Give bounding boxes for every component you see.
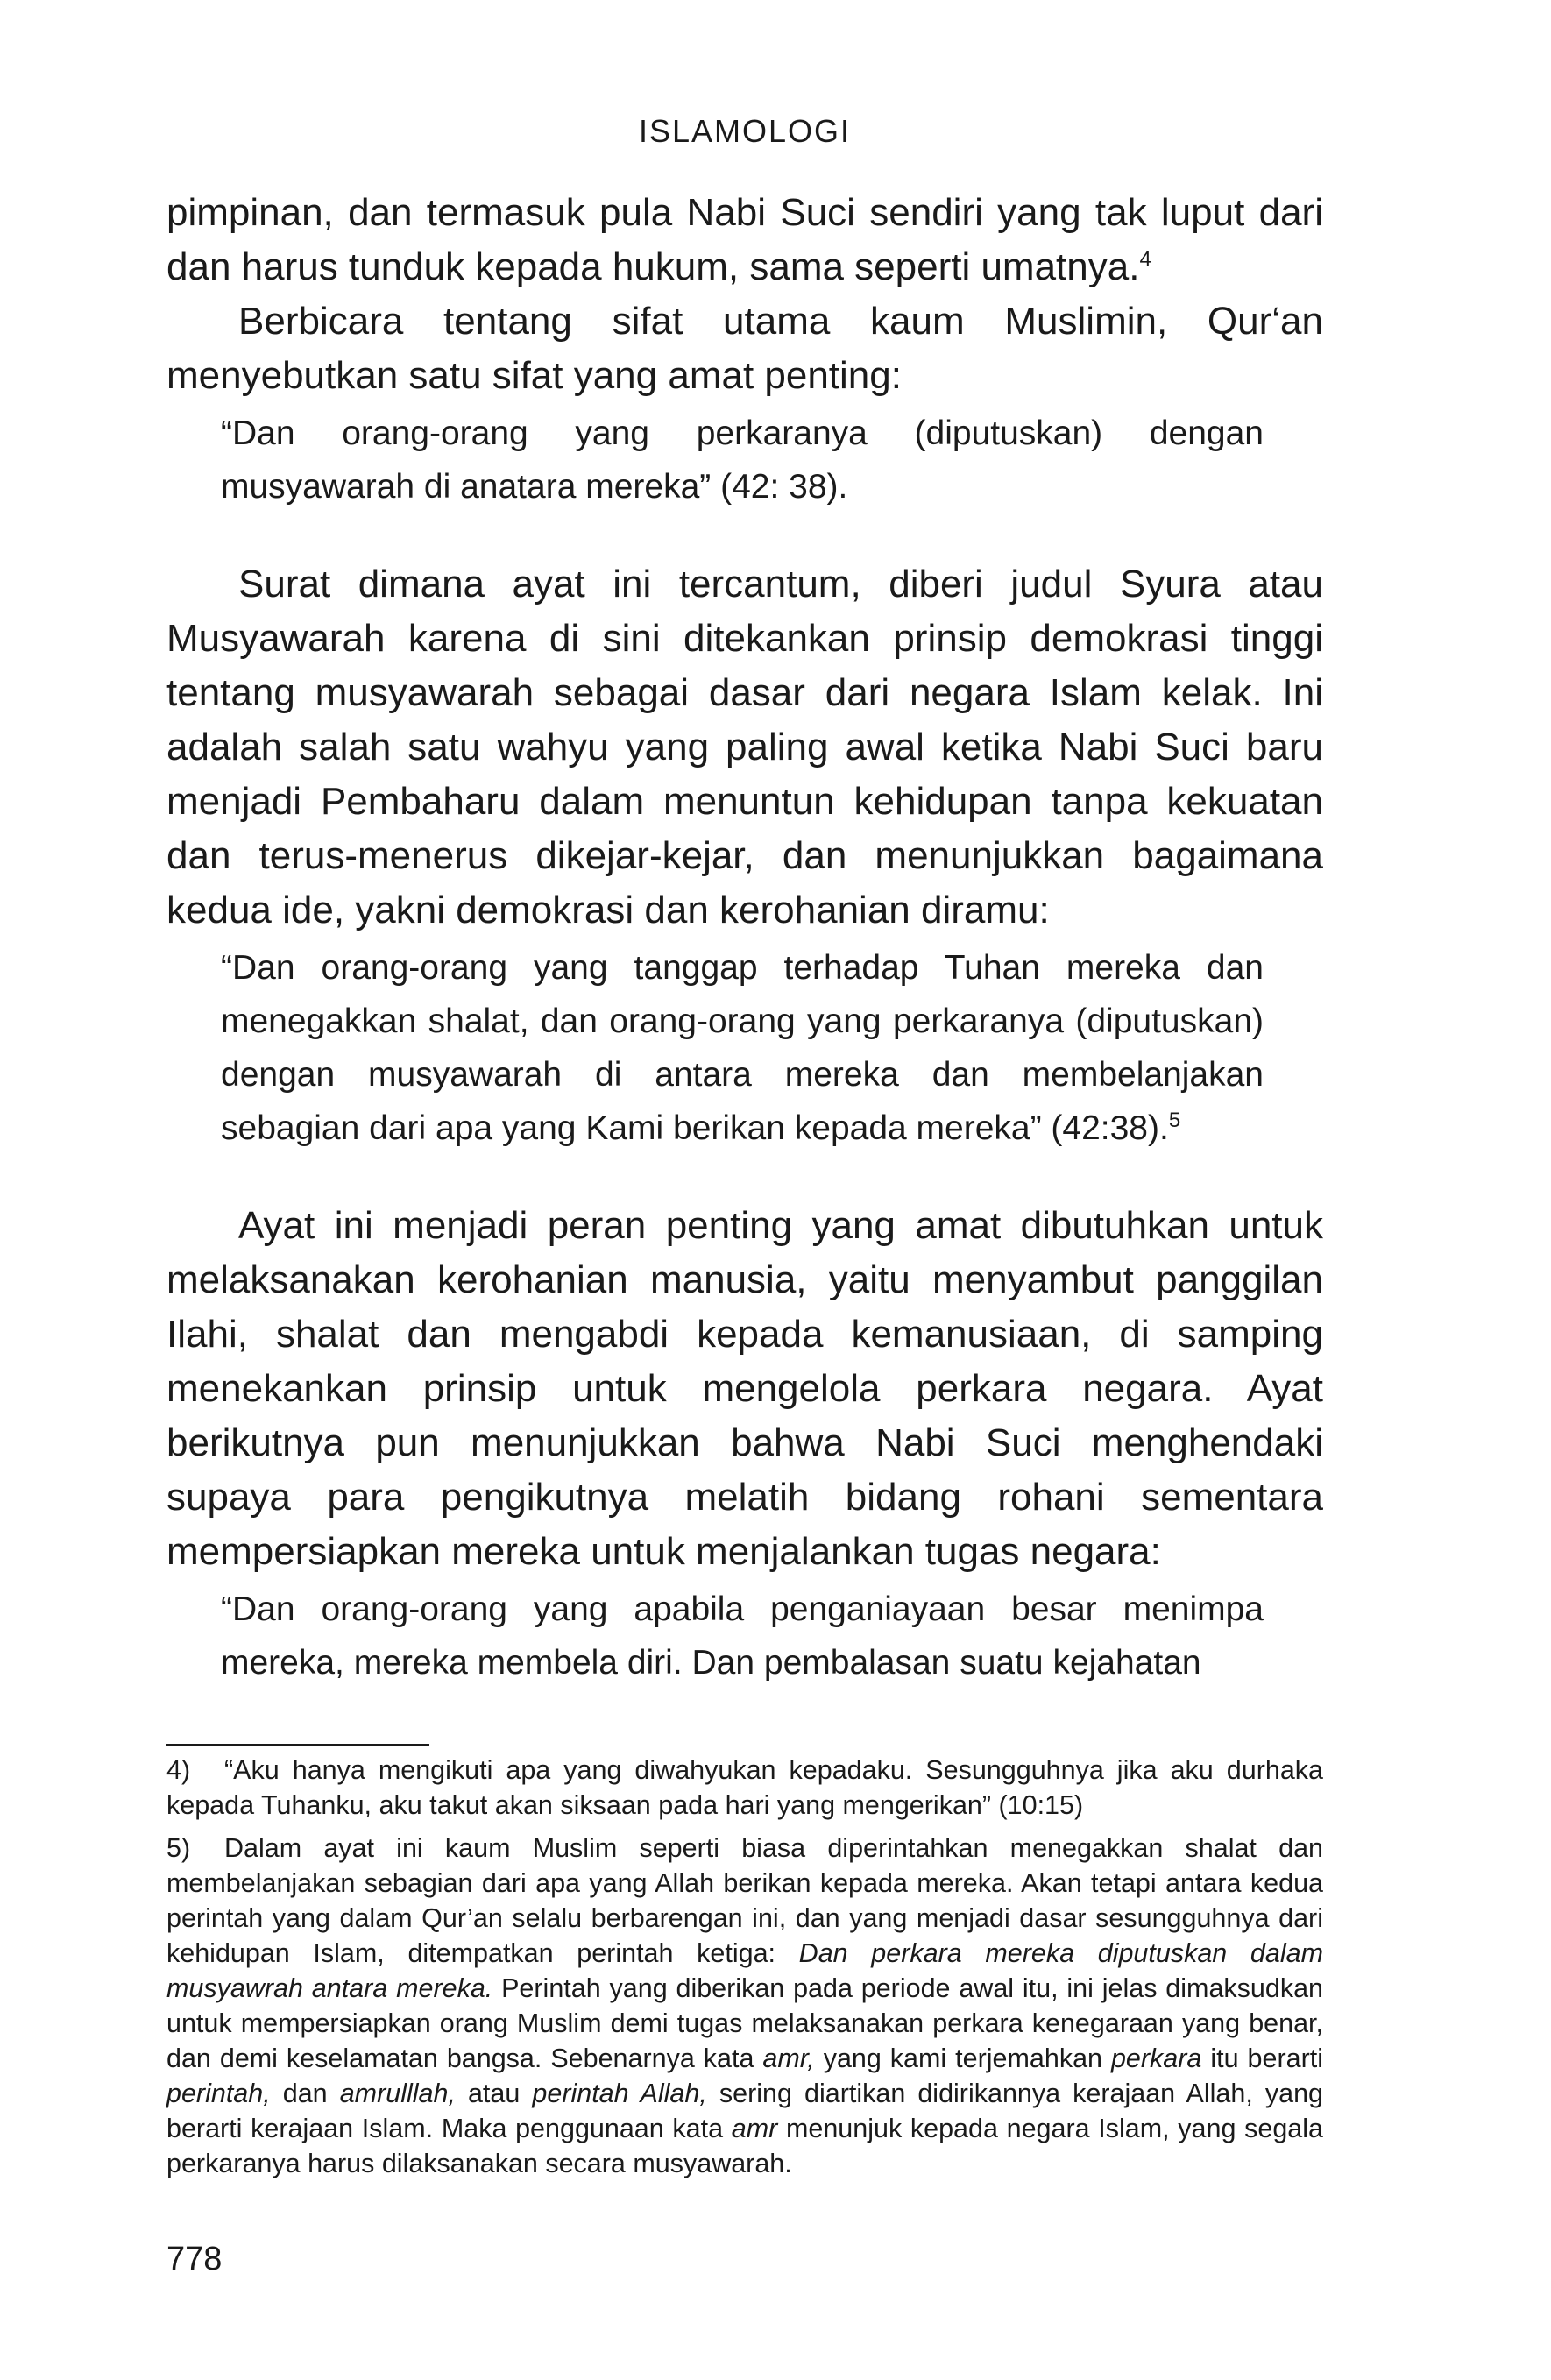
paragraph-1-text: pimpinan, dan termasuk pula Nabi Suci sendiri yang tak luput dari dan harus tunduk kepada hukum, sama seperti umatnya.: [166, 191, 1323, 288]
footnote-italic: perintah Allah,: [532, 2079, 707, 2108]
footnote-italic: perkara: [1110, 2044, 1202, 2073]
paragraph-3: Surat dimana ayat ini tercantum, diberi judul Syura atau Musyawarah karena di sini ditekankan prinsip demokrasi tinggi tentang musyawarah sebagai dasar dari negara Islam kelak. Ini adalah salah satu wahyu yang paling awal ketika Nabi Suci baru menjadi Pembaharu dalam menuntun kehidupan tanpa kekuatan dan terus-menerus dikejar-kejar, dan menunjukkan bagaimana kedua ide, yakni demokrasi dan kerohanian diramu:: [166, 563, 1323, 931]
quran-quote-1: “Dan orang-orang yang perkaranya (diputuskan) dengan musyawarah di anatara mereka” (42: 38).: [221, 414, 1264, 506]
paragraph-2: Berbicara tentang sifat utama kaum Muslimin, Qur‘an menyebutkan satu sifat yang amat penting:: [166, 300, 1323, 397]
footnote-text: dan: [270, 2079, 340, 2108]
running-header: ISLAMOLOGI: [638, 113, 852, 149]
body-text: [166, 186, 1323, 1689]
footnote-number: 5): [166, 1833, 191, 1863]
footnote-italic: amr,: [762, 2044, 815, 2073]
footnote-text: sering diartikan didirikannya kerajaan Allah, yang berarti kerajaan Islam. Maka penggunaan kata: [166, 2079, 1323, 2143]
footnote-text: yang kami terjemahkan: [814, 2044, 1111, 2073]
footnote-5: [166, 1831, 1323, 2181]
footnote-italic: Dan perkara mereka diputuskan dalam musyawrah antara mereka.: [166, 1938, 1323, 2003]
footnote-divider: [166, 1744, 429, 1746]
paragraph-4: Ayat ini menjadi peran penting yang amat dibutuhkan untuk melaksanakan kerohanian manusia, yaitu menyambut panggilan Ilahi, shalat dan mengabdi kepada kemanusiaan, di samping menekankan prinsip untuk mengelola perkara negara. Ayat berikutnya pun menunjukkan bahwa Nabi Suci menghendaki supaya para pengikutnya melatih bidang rohani sementara mempersiapkan mereka untuk menjalankan tugas negara:: [166, 1204, 1323, 1573]
book-page: [166, 0, 1323, 2380]
quran-quote-3: “Dan orang-orang yang apabila penganiayaan besar menimpa mereka, mereka membela diri. Dan pembalasan suatu kejahatan: [221, 1590, 1264, 1682]
footnote-italic: perintah,: [166, 2079, 271, 2108]
footnote-text: itu berarti: [1201, 2044, 1323, 2073]
footnote-text: atau: [455, 2079, 533, 2108]
footnote-text: menunjuk kepada negara Islam, yang segala perkaranya harus dilaksanakan secara musyawarah.: [166, 2114, 1323, 2178]
spacer: [166, 1155, 1323, 1199]
footnote-text: Dalam ayat ini kaum Muslim seperti biasa diperintahkan menegakkan shalat dan membelanjakan sebagian dari apa yang Allah berikan kepada mereka. Akan tetapi antara kedua perintah yang dalam Qur’an selalu berbarengan ini, dan yang menjadi dasar sesungguhnya dari kehidupan Islam, ditempatkan perintah ketiga:: [166, 1833, 1323, 1968]
footnote-number: 4): [166, 1755, 191, 1785]
quran-quote-2-text: “Dan orang-orang yang tanggap terhadap Tuhan mereka dan menegakkan shalat, dan orang-orang yang perkaranya (diputuskan) dengan musyawarah di antara mereka dan membelanjakan sebagian dari apa yang Kami berikan kepada mereka” (42:38).: [221, 949, 1264, 1147]
page-number: 778: [166, 2241, 223, 2277]
footnote-ref-5[interactable]: 5: [1168, 1109, 1181, 1132]
quran-quote-2: [221, 941, 1264, 1155]
footnote-italic: amrulllah,: [339, 2079, 456, 2108]
footnote-ref-4[interactable]: 4: [1139, 247, 1151, 272]
paragraph-1: [166, 186, 1323, 294]
footnotes: [166, 1753, 1323, 2189]
footnote-italic: amr: [731, 2114, 778, 2143]
footnote-text: Perintah yang diberikan pada periode awal itu, ini jelas dimaksudkan untuk mempersiapkan orang Muslim demi tugas melaksanakan perkara kenegaraan yang benar, dan demi keselamatan bangsa. Sebenarnya kata: [166, 1973, 1324, 2073]
footnote-text: “Aku hanya mengikuti apa yang diwahyukan kepadaku. Sesungguhnya jika aku durhaka kepada Tuhanku, aku takut akan siksaan pada hari yang mengerikan” (10:15): [166, 1755, 1323, 1820]
spacer: [166, 514, 1323, 557]
footnote-4: [166, 1753, 1323, 1823]
